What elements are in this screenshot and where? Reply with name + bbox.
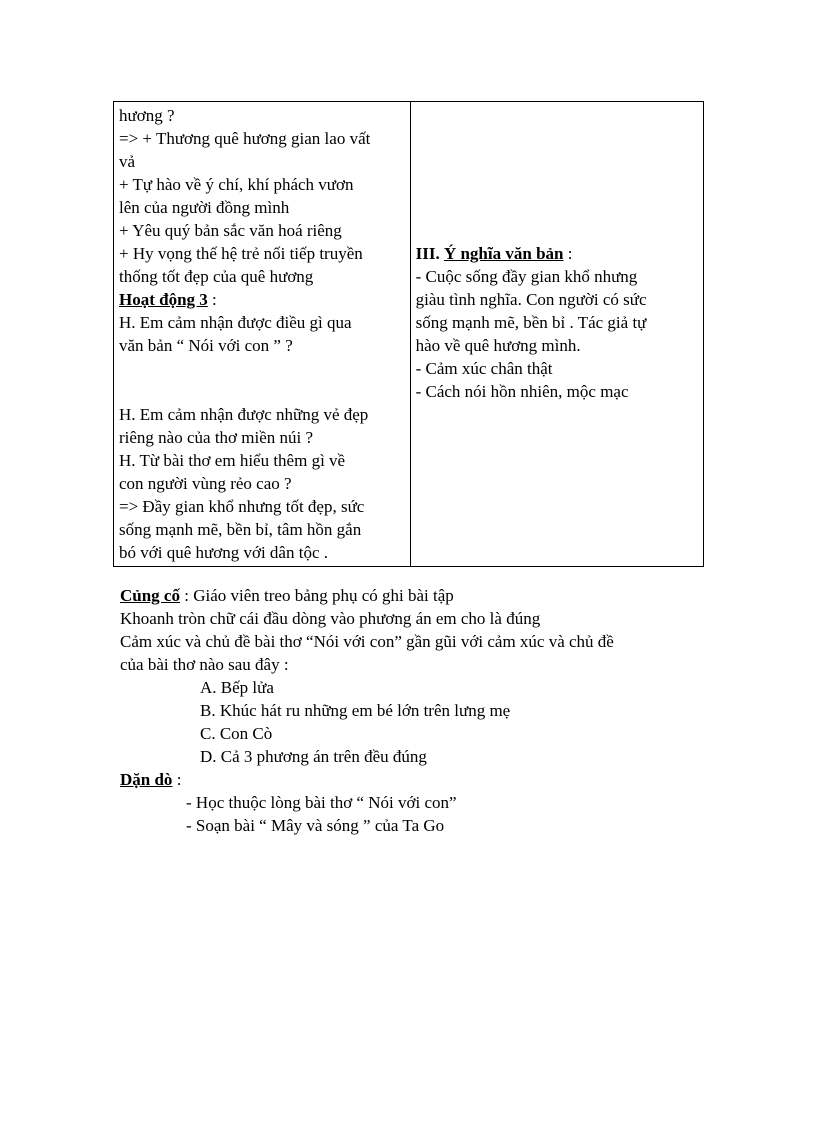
- answer-options: [120, 676, 700, 768]
- homework-heading: [120, 768, 700, 791]
- review-title: Củng cố: [120, 586, 180, 605]
- text-line: giàu tình nghĩa. Con người có sức: [415, 290, 647, 309]
- text-line: hào về quê hương mình.: [415, 336, 581, 355]
- homework-item: - Soạn bài “ Mây và sóng ” của Ta Go: [186, 816, 445, 835]
- answer-line: => Đầy gian khổ nhưng tốt đẹp, sức: [119, 497, 365, 516]
- homework-title: Dặn dò: [120, 770, 173, 789]
- activity-suffix: :: [207, 290, 217, 309]
- review-heading: [120, 584, 700, 607]
- section-heading: [416, 242, 698, 265]
- table-right-column: [410, 102, 703, 567]
- review-section: [120, 584, 700, 837]
- text-line: + Tự hào về ý chí, khí phách vươn: [119, 175, 354, 194]
- text-line: + Yêu quý bản sắc văn hoá riêng: [119, 221, 342, 240]
- section-number: III.: [415, 244, 444, 263]
- text-line: vả: [119, 152, 136, 171]
- review-question: của bài thơ nào sau đây :: [120, 655, 289, 674]
- text-line: sống mạnh mẽ, bền bỉ . Tác giả tự: [415, 313, 647, 332]
- blank-gap: [119, 357, 405, 403]
- text-line: - Cuộc sống đầy gian khổ nhưng: [415, 267, 638, 286]
- text-line: - Cách nói hồn nhiên, mộc mạc: [415, 382, 629, 401]
- section-suffix: :: [563, 244, 573, 263]
- blank-gap: [416, 104, 698, 242]
- option-b: B. Khúc hát ru những em bé lớn trên lưng mẹ: [200, 701, 511, 720]
- option-c: C. Con Cò: [200, 724, 273, 743]
- text-line: hương ?: [119, 106, 175, 125]
- table-left-column: [114, 102, 411, 567]
- text-line: => + Thương quê hương gian lao vất: [119, 129, 371, 148]
- answer-line: bó với quê hương với dân tộc .: [119, 543, 328, 562]
- question-line: H. Em cảm nhận được điều gì qua: [119, 313, 352, 332]
- activity-title: Hoạt động 3: [119, 290, 208, 309]
- lesson-table: [113, 101, 704, 567]
- question-line: con người vùng rẻo cao ?: [119, 474, 292, 493]
- text-line: - Cảm xúc chân thật: [415, 359, 553, 378]
- text-line: thống tốt đẹp của quê hương: [119, 267, 314, 286]
- option-a: A. Bếp lửa: [200, 678, 274, 697]
- homework-title-suffix: :: [172, 770, 182, 789]
- question-line: H. Từ bài thơ em hiểu thêm gì về: [119, 451, 346, 470]
- homework-list: [120, 791, 700, 837]
- review-instruction: Khoanh tròn chữ cái đầu dòng vào phương án em cho là đúng: [120, 609, 541, 628]
- question-line: văn bản “ Nói với con ” ?: [119, 336, 293, 355]
- activity-heading: [119, 288, 405, 311]
- question-line: riêng nào của thơ miền núi ?: [119, 428, 314, 447]
- text-line: lên của người đồng mình: [119, 198, 290, 217]
- homework-item: - Học thuộc lòng bài thơ “ Nói với con”: [186, 793, 457, 812]
- option-d: D. Cả 3 phương án trên đều đúng: [200, 747, 427, 766]
- answer-line: sống mạnh mẽ, bền bỉ, tâm hồn gắn: [119, 520, 362, 539]
- section-title: Ý nghĩa văn bản: [443, 244, 564, 263]
- review-title-suffix: : Giáo viên treo bảng phụ có ghi bài tập: [179, 586, 454, 605]
- question-line: H. Em cảm nhận được những vẻ đẹp: [119, 405, 369, 424]
- review-question: Cảm xúc và chủ đề bài thơ “Nói với con” gần gũi với cảm xúc và chủ đề: [120, 632, 614, 651]
- text-line: + Hy vọng thế hệ trẻ nối tiếp truyền: [119, 244, 363, 263]
